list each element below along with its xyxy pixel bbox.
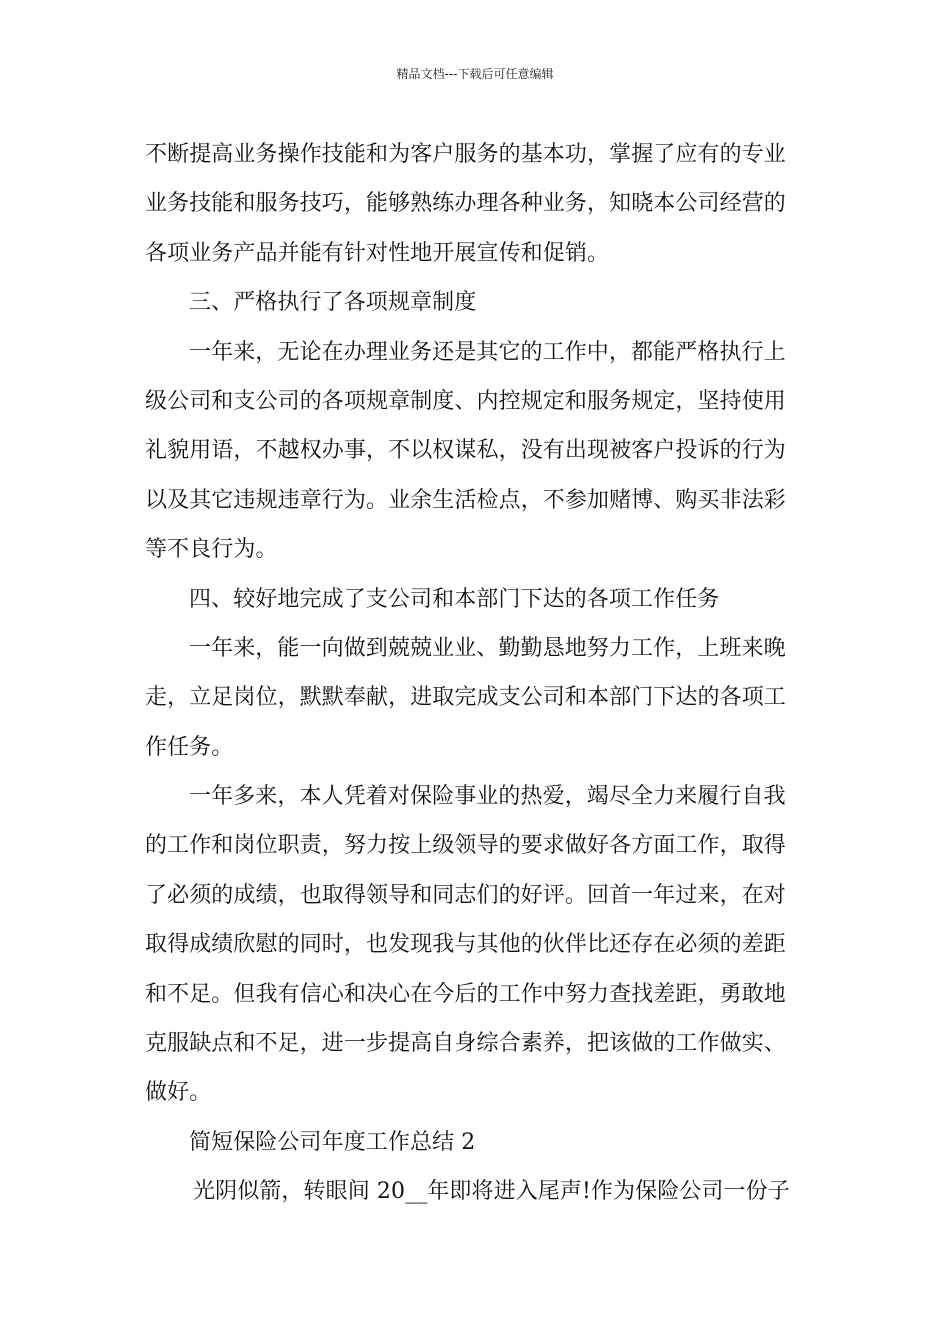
body-line: 走，立足岗位，默默奉献，进取完成支公司和本部门下达的各项工 — [145, 685, 786, 711]
body-line: 等不良行为。 — [145, 537, 278, 563]
body-line: 以及其它违规违章行为。业余生活检点，不参加赌博、购买非法彩 — [145, 487, 786, 513]
body-line: 了必须的成绩，也取得领导和同志们的好评。回首一年过来，在对 — [145, 882, 786, 908]
body-line: 一年来，能一向做到兢兢业业、勤勤恳地努力工作，上班来晚 — [189, 635, 786, 661]
document-body — [145, 130, 810, 1217]
page-header: 精品文档---下载后可任意编辑 — [396, 67, 554, 81]
body-line: 不断提高业务操作技能和为客户服务的基本功，掌握了应有的专业 — [145, 142, 786, 167]
body-line: 业务技能和服务技巧，能够熟练办理各种业务，知晓本公司经营的 — [145, 191, 786, 217]
body-line: 一年来，无论在办理业务还是其它的工作中，都能严格执行上 — [189, 339, 786, 365]
section-heading: 四、较好地完成了支公司和本部门下达的各项工作任务 — [189, 586, 720, 612]
body-line: 一年多来，本人凭着对保险事业的热爱，竭尽全力来履行自我 — [189, 784, 786, 810]
section-title: 简短保险公司年度工作总结 2 — [189, 1129, 476, 1155]
body-line: 作任务。 — [145, 734, 234, 760]
body-line: 级公司和支公司的各项规章制度、内控规定和服务规定，坚持使用 — [145, 388, 786, 414]
body-line: 各项业务产品并能有针对性地开展宣传和促销。 — [145, 240, 610, 266]
body-line: 克服缺点和不足，进一步提高自身综合素养，把该做的工作做实、 — [145, 1031, 786, 1057]
body-line: 礼貌用语，不越权办事，不以权谋私，没有出现被客户投诉的行为 — [145, 438, 786, 464]
body-line: 和不足。但我有信心和决心在今后的工作中努力查找差距，勇敢地 — [145, 981, 786, 1007]
section-heading: 三、严格执行了各项规章制度 — [189, 290, 477, 316]
body-line: 取得成绩欣慰的同时，也发现我与其他的伙伴比还存在必须的差距 — [145, 932, 786, 958]
body-line: 的工作和岗位职责，努力按上级领导的要求做好各方面工作，取得 — [145, 833, 786, 859]
body-line: 做好。 — [145, 1080, 212, 1106]
body-line: 光阴似箭，转眼间 20__年即将进入尾声!作为保险公司一份子 — [193, 1179, 790, 1205]
